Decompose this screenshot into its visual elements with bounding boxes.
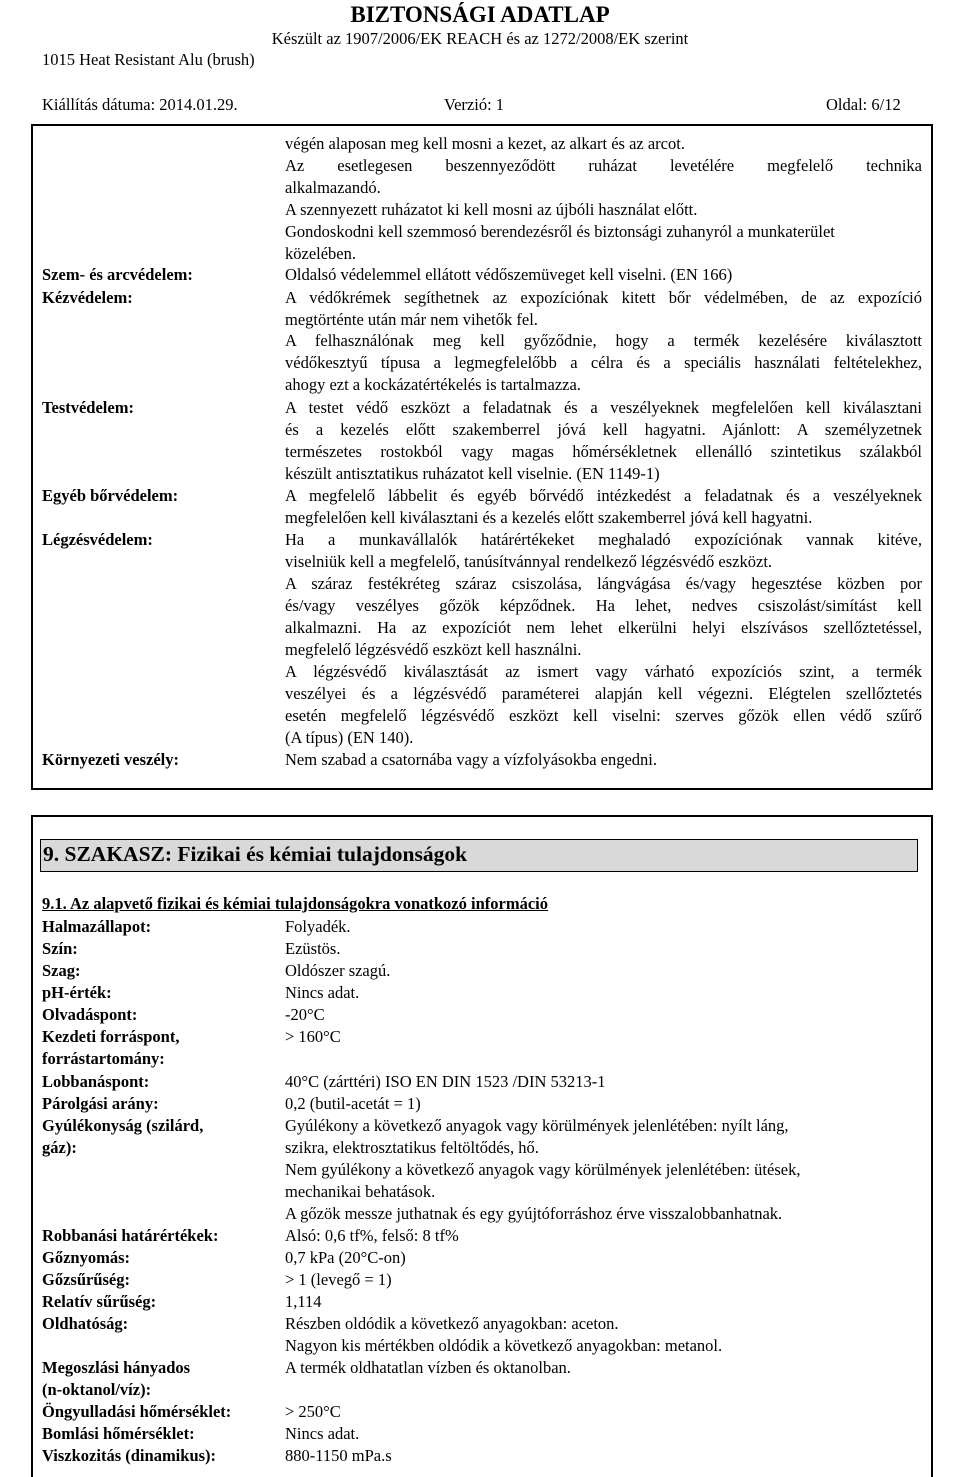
intro-line: közelében.	[285, 244, 357, 263]
property-label: Lobbanáspont:	[42, 1072, 150, 1091]
property-label: Párolgási arány:	[42, 1094, 159, 1113]
property-label: Bomlási hőmérséklet:	[42, 1424, 195, 1443]
hand-protection-line: ahogy ezt a kockázatértékelés is tartalmazza.	[285, 375, 581, 394]
respiratory-protection-line: megfelelő légzésvédő eszközt kell használni.	[285, 640, 582, 659]
body-protection-line: A testet védő eszközt a feladatnak és a veszélyeknek megfelelően kell kiválasztani	[285, 398, 922, 417]
property-value: Ezüstös.	[285, 939, 341, 958]
property-label: Öngyulladási hőmérséklet:	[42, 1402, 232, 1421]
property-value: 0,7 kPa (20°C-on)	[285, 1248, 406, 1267]
document-title: BIZTONSÁGI ADATLAP	[350, 2, 610, 27]
respiratory-protection-line: A légzésvédő kiválasztását az ismert vagy várható expozíciós szint, a termék	[285, 662, 922, 681]
property-value: Alsó: 0,6 tf%, felső: 8 tf%	[285, 1226, 459, 1245]
body-protection-line: készült antisztatikus ruházatot kell viselnie. (EN 1149-1)	[285, 464, 660, 483]
property-label: Relatív sűrűség:	[42, 1292, 157, 1311]
property-label: Kezdeti forráspont,	[42, 1027, 180, 1046]
respiratory-protection-line: A száraz festékréteg száraz csiszolása, lángvágása és/vagy hegesztése közben por	[285, 574, 922, 593]
product-name: 1015 Heat Resistant Alu (brush)	[42, 50, 255, 69]
document-subtitle: Készült az 1907/2006/EK REACH és az 1272/2008/EK szerint	[271, 29, 689, 48]
page-number: Oldal: 6/12	[826, 95, 901, 114]
property-value: Részben oldódik a következő anyagokban: aceton.	[285, 1314, 619, 1333]
property-label: Gyúlékonyság (szilárd,	[42, 1116, 204, 1135]
property-value: Oldószer szagú.	[285, 961, 391, 980]
property-label-cont: (n-oktanol/víz):	[42, 1380, 152, 1399]
property-value: A termék oldhatatlan vízben és oktanolban.	[285, 1358, 571, 1377]
property-label: Megoszlási hányados	[42, 1358, 191, 1377]
property-value: Gyúlékony a következő anyagok vagy körülmények jelenlétében: nyílt láng,	[285, 1116, 789, 1135]
property-value: > 250°C	[285, 1402, 341, 1421]
section-9-title: 9. SZAKASZ: Fizikai és kémiai tulajdonságok	[43, 842, 468, 866]
property-label: Gőznyomás:	[42, 1248, 130, 1267]
property-value: -20°C	[285, 1005, 325, 1024]
intro-line: Az esetlegesen beszennyeződött ruházat levetélére megfelelő technika	[285, 156, 922, 175]
property-label: Szag:	[42, 961, 81, 980]
section-9-heading	[40, 839, 918, 872]
respiratory-protection-line: és/vagy veszélyes gőzök képződnek. Ha lehet, nedves csiszolást/simítást kell	[285, 596, 922, 615]
respiratory-protection-line: veszélyei és a légzésvédő paraméterei alapján kell végezni. Elégtelen szellőztetés	[285, 684, 922, 703]
hand-protection-line: védőkesztyű típusa a legmegfelelőbb a célra és a speciális használati feltételekhez,	[285, 353, 922, 372]
respiratory-protection-line: alkalmazni. Ha az expozíciót nem lehet elkerülni helyi elszívásos szellőztetéssel,	[285, 618, 922, 637]
hand-protection-line: A védőkrémek segíthetnek az expozíciónak kitett bőr védelmében, de az expozíció	[285, 288, 922, 307]
property-value: Nagyon kis mértékben oldódik a következő anyagokban: metanol.	[285, 1336, 723, 1355]
property-label: pH-érték:	[42, 983, 112, 1002]
skin-protection-line: megfelelően kell kiválasztani és a kezelés előtt szakemberrel jóvá kell hagyatni.	[285, 508, 813, 527]
property-value: 0,2 (butil-acetát = 1)	[285, 1094, 421, 1113]
hand-protection-line: A felhasználónak meg kell győződnie, hogy a termék kezelésére kiválasztott	[285, 331, 922, 350]
intro-line: alkalmazandó.	[285, 178, 381, 197]
property-label: Halmazállapot:	[42, 917, 152, 936]
property-label: Oldhatóság:	[42, 1314, 129, 1333]
property-value: Nincs adat.	[285, 1424, 360, 1443]
eye-protection-label: Szem- és arcvédelem:	[42, 265, 193, 284]
respiratory-protection-label: Légzésvédelem:	[42, 530, 153, 549]
skin-protection-line: A megfelelő lábbelit és egyéb bőrvédő intézkedést a feladatnak és a veszélyeknek	[285, 486, 922, 505]
version: Verzió: 1	[444, 95, 505, 114]
hand-protection-label: Kézvédelem:	[42, 288, 133, 307]
eye-protection-text: Oldalsó védelemmel ellátott védőszemüveget kell viselni. (EN 166)	[285, 265, 733, 284]
property-value: Folyadék.	[285, 917, 351, 936]
body-protection-line: természetes rostokból vagy magas hőmérsékletnek ellenálló szintetikus szálakból	[285, 442, 922, 461]
property-value: 1,114	[285, 1292, 322, 1311]
respiratory-protection-line: viselniük kell a megfelelő, tanúsítvánnyal rendelkező légzésvédő eszközt.	[285, 552, 773, 571]
body-protection-line: és a kezelés előtt szakemberrel jóvá kell hagyatni. Ajánlott: A személyzetnek	[285, 420, 922, 439]
intro-line: A szennyezett ruházatot ki kell mosni az újbóli használat előtt.	[285, 200, 698, 219]
property-value: A gőzök messze juthatnak és egy gyújtóforráshoz érve visszalobbanhatnak.	[285, 1204, 783, 1223]
property-label: Viszkozitás (dinamikus):	[42, 1446, 217, 1465]
property-value: szikra, elektrosztatikus feltöltődés, hő.	[285, 1138, 539, 1157]
hand-protection-line: megtörténte után már nem vihetők fel.	[285, 310, 538, 329]
property-value: mechanikai behatások.	[285, 1182, 436, 1201]
property-value: 880-1150 mPa.s	[285, 1446, 392, 1465]
property-value: > 1 (levegő = 1)	[285, 1270, 392, 1289]
skin-protection-label: Egyéb bőrvédelem:	[42, 486, 179, 505]
body-protection-label: Testvédelem:	[42, 398, 134, 417]
respiratory-protection-line: esetén megfelelő légzésvédő eszközt kell viselni: szerves gőzök ellen védő szűrő	[285, 706, 922, 725]
section-9-1-subtitle: 9.1. Az alapvető fizikai és kémiai tulajdonságokra vonatkozó információ	[42, 894, 548, 913]
property-value: 40°C (zárttéri) ISO EN DIN 1523 /DIN 53213-1	[285, 1072, 606, 1091]
intro-line: végén alaposan meg kell mosni a kezet, az alkart és az arcot.	[285, 134, 685, 153]
property-label-cont: forrástartomány:	[42, 1049, 165, 1068]
environmental-hazard-text: Nem szabad a csatornába vagy a vízfolyásokba engedni.	[285, 750, 658, 769]
property-value: > 160°C	[285, 1027, 341, 1046]
property-label: Olvadáspont:	[42, 1005, 138, 1024]
intro-line: Gondoskodni kell szemmosó berendezésről és biztonsági zuhanyról a munkaterület	[285, 222, 835, 241]
property-label: Szín:	[42, 939, 78, 958]
property-value: Nem gyúlékony a következő anyagok vagy körülmények jelenlétében: ütések,	[285, 1160, 801, 1179]
property-label-cont: gáz):	[42, 1138, 77, 1157]
issue-date: Kiállítás dátuma: 2014.01.29.	[42, 95, 238, 114]
property-label: Robbanási határértékek:	[42, 1226, 219, 1245]
respiratory-protection-line: Ha a munkavállalók határértékeket meghaladó expozíciónak vannak kitéve,	[285, 530, 922, 549]
respiratory-protection-line: (A típus) (EN 140).	[285, 728, 414, 747]
property-label: Gőzsűrűség:	[42, 1270, 130, 1289]
property-value: Nincs adat.	[285, 983, 360, 1002]
environmental-hazard-label: Környezeti veszély:	[42, 750, 179, 769]
